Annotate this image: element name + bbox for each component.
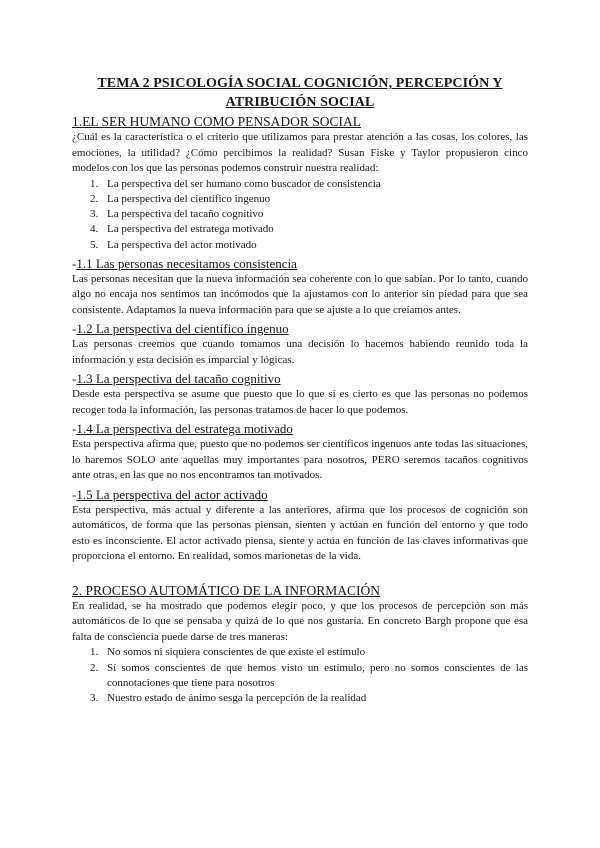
subsection-1-5-text: Esta perspectiva, más actual y diferente a las anteriores, afirma que los procesos de cognición son automáticos, de forma que las personas piensan, sienten y actúan en función del entorno y que todo esto es inconsciente. El actor activado piensa, siente y actúa en función de las claves informativas que proporciona el entorno. En realidad, somos marionetas de la vida. <box>72 503 528 563</box>
subsection-1-1-text: Las personas necesitan que la nueva información sea coherente con lo que sabían. Por lo tanto, cuando algo no encaja nos sentimos tan incómodos que la ajustamos con lo anterior sin piedad para que sea consistente. Adaptamos la nueva información para que se ajuste a lo que creíamos antes. <box>72 272 528 316</box>
subsection-1-2-text: Las personas creemos que cuando tomamos una decisión lo hacemos habiendo reunido toda la información y esta decisión es imparcial y lógicas. <box>72 338 528 366</box>
list-item <box>72 207 528 222</box>
subsection-dash: - <box>72 255 77 271</box>
list-item-text: No somos ni siquiera conscientes de que existe el estímulo <box>107 646 366 659</box>
subsection-title: 1.1 Las personas necesitamos consistencia <box>76 255 297 271</box>
subsection-1-4-heading <box>72 420 528 437</box>
list-item <box>72 177 528 192</box>
section-1-heading: 1.EL SER HUMANO COMO PENSADOR SOCIAL <box>72 114 362 129</box>
list-item-text: La perspectiva del científico ingenuo <box>107 192 271 205</box>
subsection-dash: - <box>72 486 77 502</box>
list-number: 4. <box>90 223 99 236</box>
subsection-1-4-text: Esta perspectiva afirma que, puesto que no podemos ser científicos ingenuos ante todas las situaciones, lo haremos SOLO ante aquellas muy importantes para nosotros, PERO seremos tacaños cognitivos ante otras, en las que no nos encontramos tan motivados. <box>72 438 528 482</box>
list-item-text: La perspectiva del estratega motivado <box>107 223 274 236</box>
list-number: 5. <box>90 238 99 251</box>
list-number: 3. <box>90 692 99 705</box>
list-number: 2. <box>90 661 99 674</box>
subsection-title: 1.5 La perspectiva del actor activado <box>76 486 268 502</box>
document-title: TEMA 2 PSICOLOGÍA SOCIAL COGNICIÓN, PERCEPCIÓN Y ATRIBUCIÓN SOCIAL <box>97 76 503 110</box>
document-body <box>72 74 528 707</box>
list-item <box>72 645 528 660</box>
subsection-1-3-heading <box>72 370 528 387</box>
section-1-list <box>72 177 528 253</box>
subsection-dash: - <box>72 321 77 337</box>
list-number: 1. <box>90 177 99 190</box>
list-item-text: Sí somos conscientes de que hemos visto un estímulo, pero no somos conscientes de las connotaciones que tiene para nosotros <box>107 661 528 690</box>
subsection-title: 1.3 La perspectiva del tacaño cognitivo <box>76 371 281 387</box>
list-item-text: La perspectiva del tacaño cognitivo <box>107 208 264 221</box>
section-2-intro: En realidad, se ha mostrado que podemos elegir poco, y que los procesos de percepción son más automáticos de lo que se pensaba y quizá de lo que nos gustaría. En concreto Bargh propone que esa falta de consciencia puede darse de tres maneras: <box>72 599 528 643</box>
subsection-dash: - <box>72 421 77 437</box>
list-item <box>72 691 528 706</box>
subsection-1-1-heading <box>72 255 528 272</box>
list-number: 3. <box>90 208 99 221</box>
list-number: 2. <box>90 192 99 205</box>
list-item <box>72 238 528 253</box>
list-item <box>72 222 528 237</box>
section-1-intro: ¿Cuál es la característica o el criterio que utilizamos para prestar atención a las cosas, los colores, las emociones, la utilidad? ¿Cómo percibimos la realidad? Susan Fiske y Taylor propusieron cinco modelos con los que las personas podemos construir nuestra realidad: <box>72 131 528 174</box>
subsection-1-5-heading <box>72 486 528 503</box>
list-number: 1. <box>90 646 99 659</box>
list-item-text: La perspectiva del ser humano como buscador de consistencia <box>107 177 381 190</box>
list-item <box>72 192 528 207</box>
subsection-dash: - <box>72 371 77 387</box>
section-2-list <box>72 645 528 706</box>
list-item <box>72 661 528 692</box>
section-2-heading: 2. PROCESO AUTOMÁTICO DE LA INFORMACIÓN <box>72 582 381 598</box>
subsection-1-2-heading <box>72 320 528 337</box>
list-item-text: Nuestro estado de ánimo sesga la percepción de la realidad <box>107 692 367 705</box>
list-item-text: La perspectiva del actor motivado <box>107 238 257 251</box>
subsection-1-3-text: Desde esta perspectiva se asume que puesto que lo que sí es cierto es que las personas no podemos recoger toda la información, las personas tratamos de hacer lo que podemos. <box>72 388 528 416</box>
subsection-title: 1.4 La perspectiva del estratega motivado <box>76 421 293 437</box>
subsection-title: 1.2 La perspectiva del científico ingenuo <box>76 321 289 337</box>
